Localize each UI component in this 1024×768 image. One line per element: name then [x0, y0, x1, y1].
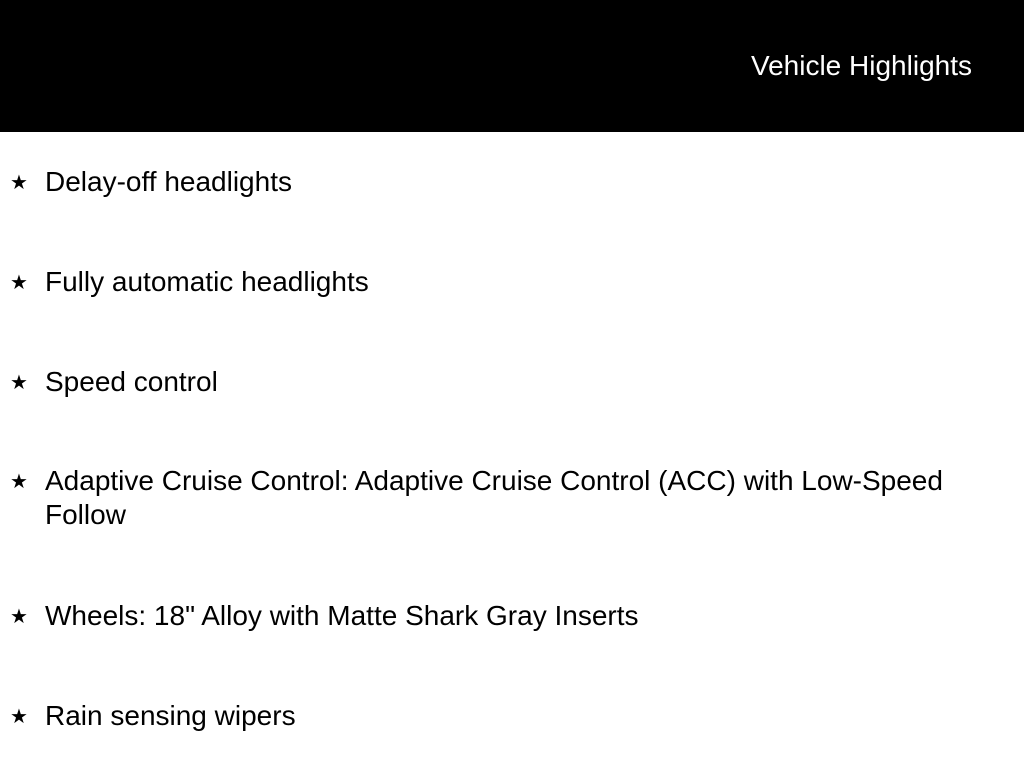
list-item-label: Fully automatic headlights: [45, 266, 369, 297]
star-icon: ★: [10, 704, 28, 728]
star-icon: ★: [10, 469, 28, 493]
star-icon: ★: [10, 604, 28, 628]
star-icon: ★: [10, 270, 28, 294]
star-icon: ★: [10, 370, 28, 394]
list-item-label: Delay-off headlights: [45, 166, 292, 197]
list-item-label: Adaptive Cruise Control: Adaptive Cruise Control (ACC) with Low-Speed Follow: [45, 465, 943, 530]
star-icon: ★: [10, 170, 28, 194]
page-title: Vehicle Highlights: [750, 50, 972, 81]
list-item-label: Wheels: 18" Alloy with Matte Shark Gray Inserts: [45, 600, 639, 631]
list-item-label: Rain sensing wipers: [45, 700, 296, 731]
list-item-label: Speed control: [45, 366, 218, 397]
